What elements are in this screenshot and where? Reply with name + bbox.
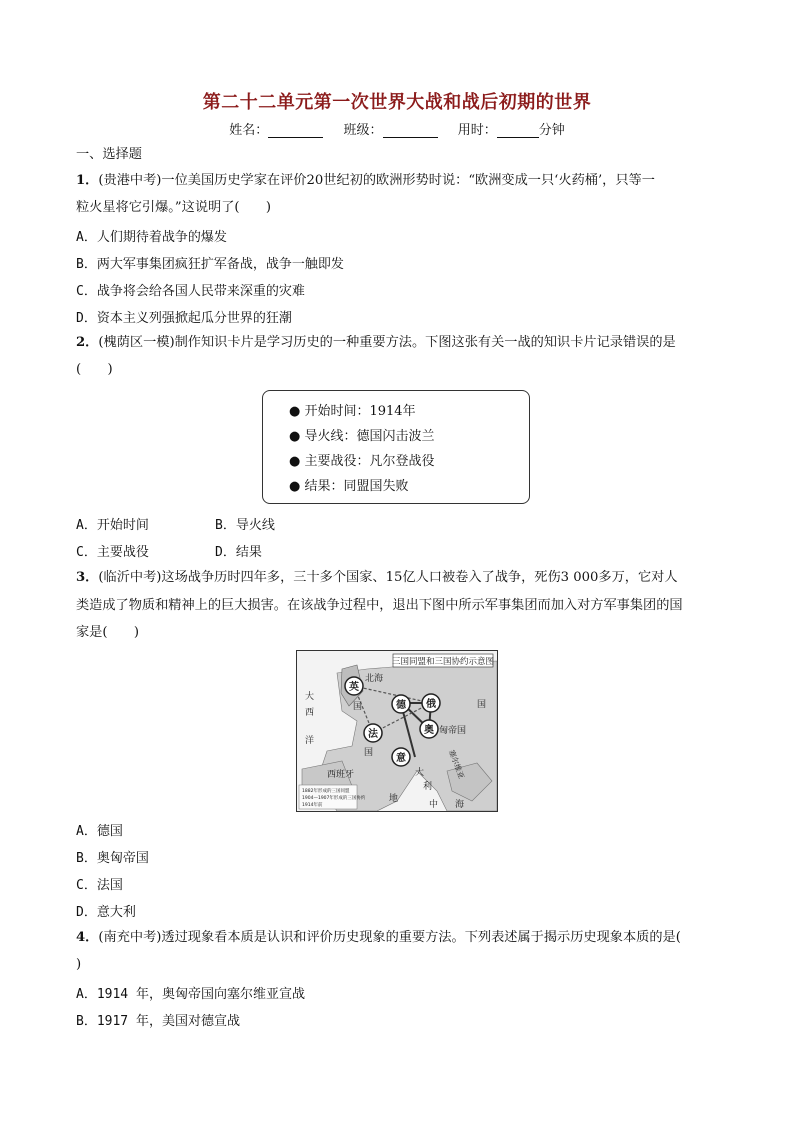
legend-item: 1904—1907年形成的三国协约 [302, 796, 366, 801]
country-circle-britain [345, 677, 363, 695]
country-circle-russia [422, 694, 440, 712]
map-label: 大 [415, 768, 425, 778]
card-item-text: 导火线：德国闪击波兰 [304, 429, 435, 444]
option-text: 法国 [96, 878, 123, 893]
name-label: 姓名： [229, 123, 269, 138]
option-letter: C． [76, 284, 97, 299]
q3-option-b[interactable] [76, 847, 149, 866]
q3-line3: 家是( ) [76, 625, 140, 640]
map-label: 中 [429, 800, 439, 810]
q3-line1: (临沂中考)这场战争历时四年多，三十多个国家、15亿人口被卷入了战争，死伤3 000多万，它对人 [98, 570, 678, 585]
map-label: 海 [455, 800, 465, 810]
option-text: 结果 [235, 545, 262, 560]
card-item-text: 结果：同盟国失败 [304, 479, 409, 494]
time-unit: 分钟 [538, 123, 565, 138]
option-letter: B． [76, 1014, 97, 1029]
option-text: 主要战役 [96, 545, 149, 560]
q1-option-a[interactable] [76, 226, 227, 245]
q3-option-a[interactable] [76, 820, 123, 839]
option-letter: A． [76, 824, 97, 839]
map-graphic [297, 651, 497, 811]
question-1 [76, 172, 721, 190]
q2-line2: ( ) [76, 362, 113, 377]
q3-line2: 类造成了物质和精神上的巨大损害。在该战争过程中，退出下图中所示军事集团而加入对方军事集团的国 [76, 598, 683, 613]
option-letter: C． [76, 545, 97, 560]
page-title: 第二十二单元第一次世界大战和战后初期的世界 [202, 92, 592, 113]
q4-option-b[interactable] [76, 1010, 240, 1029]
circle-label: 英 [349, 682, 359, 693]
card-item: ● 结果：同盟国失败 [289, 479, 409, 494]
q2-option-d[interactable] [215, 541, 262, 560]
card-item-text: 开始时间：1914年 [304, 404, 416, 419]
class-label: 班级： [343, 123, 383, 138]
option-letter: B． [215, 518, 236, 533]
option-letter: D． [76, 905, 97, 920]
option-letter: A． [76, 518, 97, 533]
option-text: 战争将会给各国人民带来深重的灾难 [96, 284, 305, 299]
circle-label: 奥 [424, 725, 434, 736]
map-label: 洋 [305, 736, 315, 746]
option-text: 导火线 [235, 518, 275, 533]
map-label: 国 [477, 700, 487, 710]
alliance-map [296, 650, 498, 812]
q1-line2: 粒火星将它引爆。”这说明了( ) [76, 200, 272, 215]
q4-line2: ) [76, 957, 82, 972]
q2-option-b[interactable] [215, 514, 275, 533]
map-label-north-sea: 北海 [365, 674, 384, 684]
card-item: ● 主要战役：凡尔登战役 [289, 454, 435, 469]
q1-line1: (贵港中考)一位美国历史学家在评价20世纪初的欧洲形势时说：“欧洲变成一只‘火药桶’，只等一 [98, 173, 655, 188]
q2-number: 2． [76, 335, 99, 350]
option-letter: B． [76, 257, 97, 272]
circle-label: 法 [368, 729, 378, 740]
student-info-line [0, 119, 794, 138]
question-4 [76, 929, 721, 947]
map-label: 国 [353, 702, 363, 712]
question-3 [76, 569, 721, 587]
q4-number: 4． [76, 930, 99, 945]
map-label-spain: 西班牙 [327, 770, 355, 780]
option-letter: D． [76, 311, 97, 326]
country-circle-france [364, 724, 382, 742]
option-text: 资本主义列强掀起瓜分世界的狂潮 [96, 311, 292, 326]
map-label: 利 [423, 782, 433, 792]
map-title: 三国同盟和三国协约示意图 [391, 657, 495, 667]
section-heading: 一、选择题 [76, 147, 142, 162]
map-label: 西 [305, 708, 315, 718]
country-circle-germany [392, 695, 410, 713]
circle-label: 德 [396, 700, 406, 711]
option-text: 开始时间 [96, 518, 149, 533]
q4-line1: (南充中考)透过现象看本质是认识和评价历史现象的重要方法。下列表述属于揭示历史现象本质的是( [98, 930, 681, 945]
q4-option-a[interactable] [76, 983, 305, 1002]
legend-item: 1914年前 [302, 803, 323, 808]
q3-number: 3． [76, 570, 99, 585]
option-letter: D． [215, 545, 236, 560]
country-circle-austria [420, 720, 438, 738]
q1-option-b[interactable] [76, 253, 344, 272]
name-blank[interactable] [268, 123, 323, 138]
q1-number: 1． [76, 173, 99, 188]
time-blank[interactable] [497, 123, 539, 138]
question-2 [76, 334, 721, 352]
card-item-text: 主要战役：凡尔登战役 [304, 454, 435, 469]
card-item: ● 开始时间：1914年 [289, 404, 416, 419]
option-text: 意大利 [96, 905, 136, 920]
class-blank[interactable] [383, 123, 438, 138]
map-label: 大 [305, 692, 315, 702]
option-text: 奥匈帝国 [96, 851, 149, 866]
q2-line1: (槐荫区一模)制作知识卡片是学习历史的一种重要方法。下图这张有关一战的知识卡片记录错误的是 [98, 335, 676, 350]
option-text: 两大军事集团疯狂扩军备战，战争一触即发 [96, 257, 344, 272]
option-letter: A． [76, 987, 97, 1002]
circle-label: 俄 [426, 699, 436, 710]
option-text: 德国 [96, 824, 123, 839]
q3-option-d[interactable] [76, 901, 136, 920]
option-letter: A． [76, 230, 97, 245]
circle-label: 意 [396, 753, 406, 764]
option-text: 1917 年，美国对德宣战 [96, 1014, 240, 1029]
map-label-serbia: 塞尔维亚 [447, 748, 466, 780]
map-label-austria-hungary: 匈帝国 [439, 726, 467, 736]
q1-option-c[interactable] [76, 280, 305, 299]
q3-option-c[interactable] [76, 874, 123, 893]
q2-option-c[interactable] [76, 541, 149, 560]
option-letter: C． [76, 878, 97, 893]
option-text: 1914 年，奥匈帝国向塞尔维亚宣战 [96, 987, 305, 1002]
option-letter: B． [76, 851, 97, 866]
q1-option-d[interactable] [76, 307, 292, 326]
map-label: 国 [364, 748, 374, 758]
legend-item: 1882年形成的三国同盟 [302, 789, 350, 794]
country-circle-italy [392, 748, 410, 766]
map-label: 地 [389, 794, 399, 804]
time-label: 用时： [457, 123, 497, 138]
card-item: ● 导火线：德国闪击波兰 [289, 429, 435, 444]
q2-option-a[interactable] [76, 514, 149, 533]
knowledge-card [262, 390, 530, 504]
option-text: 人们期待着战争的爆发 [96, 230, 227, 245]
